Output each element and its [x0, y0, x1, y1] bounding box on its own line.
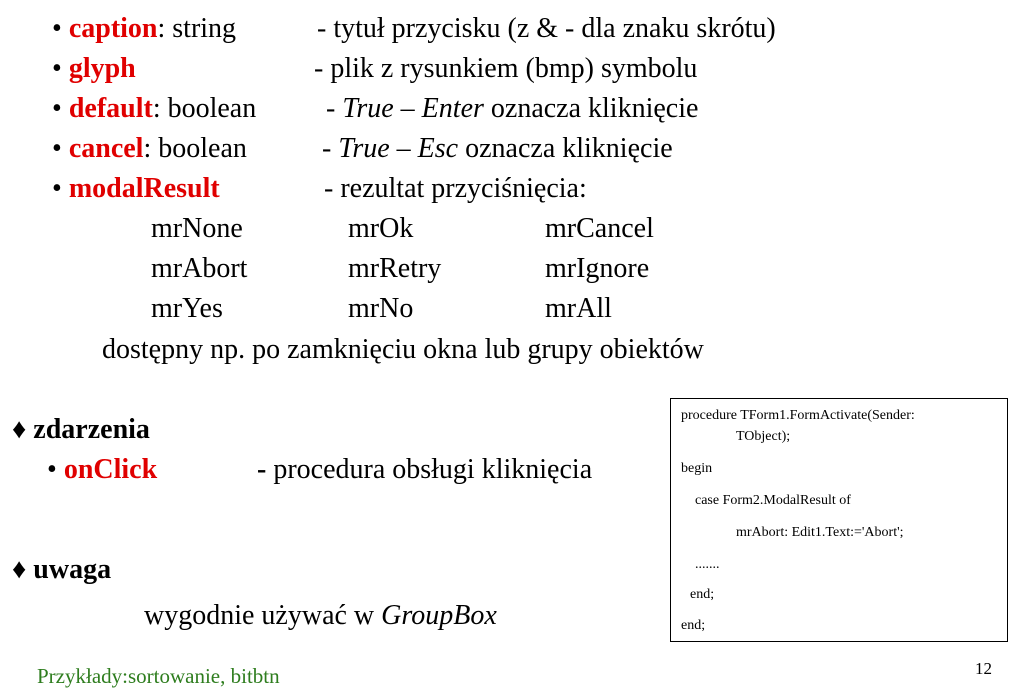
- page-number: 12: [975, 659, 992, 678]
- code-line: mrAbort: Edit1.Text:='Abort';: [736, 525, 904, 540]
- modal-value: mrAll: [545, 293, 612, 324]
- prop-name: default: [68, 93, 153, 124]
- event-row-onclick: [47, 453, 157, 487]
- event-desc: [257, 453, 592, 487]
- prop-row-caption: [52, 12, 236, 46]
- prop-desc-text: oznacza kliknięcie: [483, 93, 699, 124]
- prop-desc: [317, 12, 776, 46]
- prop-desc-emphasis: True – Esc: [338, 133, 459, 164]
- bullet-icon: •: [52, 173, 62, 204]
- events-heading: [12, 413, 150, 447]
- bullet-icon: •: [52, 13, 62, 44]
- event-dash: -: [257, 454, 267, 485]
- prop-desc-emphasis: True – Enter: [342, 93, 484, 124]
- code-line: begin: [681, 461, 713, 476]
- modal-value: mrOk: [348, 213, 414, 244]
- bullet-icon: •: [52, 93, 62, 124]
- code-line: end;: [681, 618, 706, 633]
- prop-type: : boolean: [143, 133, 247, 164]
- bullet-icon: •: [52, 133, 62, 164]
- prop-desc-text: - tytuł przycisku (z & - dla znaku skrótu): [317, 13, 776, 44]
- code-line: .......: [695, 557, 720, 572]
- code-line: TObject);: [736, 429, 791, 444]
- prop-row-modalresult: [52, 172, 220, 206]
- prop-desc: [322, 132, 673, 166]
- prop-type: : string: [157, 13, 237, 44]
- prop-desc-text: -: [322, 133, 339, 164]
- modal-value: mrYes: [151, 293, 223, 324]
- event-name: onClick: [63, 454, 158, 485]
- diamond-bullet-icon: ♦: [12, 414, 27, 445]
- modal-value: mrIgnore: [545, 253, 650, 284]
- note-heading: [12, 553, 111, 587]
- modal-value: mrNone: [151, 213, 243, 244]
- note-text-emphasis: GroupBox: [381, 600, 497, 631]
- modal-value: mrAbort: [151, 253, 248, 284]
- note-text-plain: wygodnie używać w: [144, 600, 382, 631]
- prop-desc: [314, 52, 697, 86]
- note-text: [144, 599, 497, 633]
- prop-name: caption: [68, 13, 158, 44]
- prop-type: : boolean: [152, 93, 257, 124]
- prop-desc: [324, 172, 587, 206]
- prop-desc-text: - plik z rysunkiem (bmp) symbolu: [314, 53, 698, 84]
- code-line: end;: [690, 587, 715, 602]
- examples-footer: Przykłady:sortowanie, bitbtn: [37, 664, 280, 688]
- prop-desc-text: - rezultat przyciśnięcia:: [324, 173, 587, 204]
- prop-desc-text: -: [326, 93, 343, 124]
- note-heading-text: uwaga: [33, 554, 112, 585]
- modal-value: mrCancel: [545, 213, 654, 244]
- diamond-bullet-icon: ♦: [12, 554, 27, 585]
- code-line: procedure TForm1.FormActivate(Sender:: [681, 408, 915, 423]
- events-heading-text: zdarzenia: [33, 414, 150, 445]
- prop-row-cancel: [52, 132, 247, 166]
- prop-row-glyph: [52, 52, 136, 86]
- code-line: case Form2.ModalResult of: [695, 493, 851, 508]
- modal-value: mrRetry: [348, 253, 442, 284]
- prop-desc: [326, 92, 698, 126]
- modal-value: mrNo: [348, 293, 414, 324]
- bullet-icon: •: [52, 53, 62, 84]
- prop-desc-text: oznacza kliknięcie: [458, 133, 673, 164]
- availability-note: dostępny np. po zamknięciu okna lub grupy obiektów: [102, 334, 704, 365]
- prop-name: modalResult: [68, 173, 220, 204]
- prop-name: glyph: [68, 53, 136, 84]
- prop-name: cancel: [68, 133, 144, 164]
- bullet-icon: •: [47, 454, 57, 485]
- code-example-box: [670, 398, 1008, 642]
- prop-row-default: [52, 92, 256, 126]
- event-desc-text: procedura obsługi kliknięcia: [266, 454, 593, 485]
